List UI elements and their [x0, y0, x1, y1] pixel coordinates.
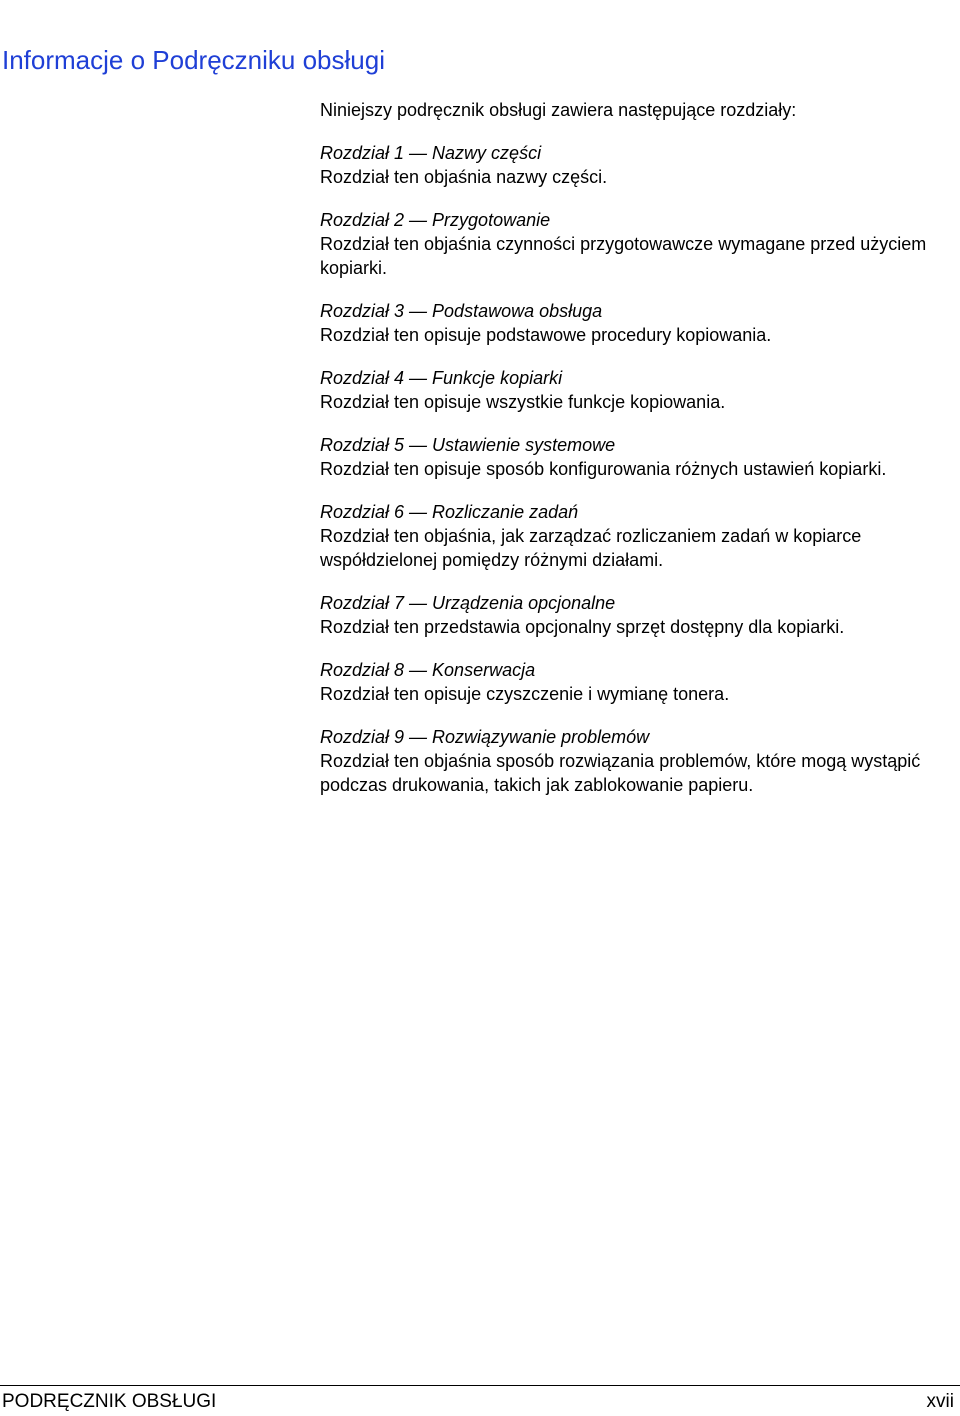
chapter-title: Rozdział 2 — Przygotowanie [320, 210, 551, 230]
chapter-description: Rozdział ten opisuje czyszczenie i wymianę tonera. [320, 684, 730, 704]
chapter-4 [320, 366, 940, 414]
chapter-7 [320, 591, 940, 639]
chapter-9 [320, 725, 940, 797]
chapter-overview [320, 98, 940, 816]
chapter-title: Rozdział 7 — Urządzenia opcjonalne [320, 593, 616, 613]
chapter-6 [320, 500, 940, 572]
chapter-description: Rozdział ten opisuje wszystkie funkcje kopiowania. [320, 392, 726, 412]
page-title: Informacje o Podręczniku obsługi [2, 45, 385, 75]
chapter-description: Rozdział ten opisuje sposób konfigurowania różnych ustawień kopiarki. [320, 459, 887, 479]
chapter-title: Rozdział 8 — Konserwacja [320, 660, 536, 680]
chapter-title: Rozdział 9 — Rozwiązywanie problemów [320, 727, 650, 747]
chapter-5 [320, 433, 940, 481]
chapter-title: Rozdział 3 — Podstawowa obsługa [320, 301, 603, 321]
chapter-description: Rozdział ten objaśnia sposób rozwiązania problemów, które mogą wystąpić podczas drukowania, takich jak zablokowanie papieru. [320, 751, 921, 795]
chapter-3 [320, 299, 940, 347]
footer-page-number: xvii [926, 1391, 954, 1412]
chapter-description: Rozdział ten objaśnia, jak zarządzać rozliczaniem zadań w kopiarce współdzielonej pomiędzy różnymi działami. [320, 526, 862, 570]
footer-divider [0, 1385, 960, 1386]
chapter-description: Rozdział ten przedstawia opcjonalny sprzęt dostępny dla kopiarki. [320, 617, 845, 637]
intro-text: Niniejszy podręcznik obsługi zawiera następujące rozdziały: [320, 100, 797, 120]
chapter-description: Rozdział ten opisuje podstawowe procedury kopiowania. [320, 325, 772, 345]
footer-manual-name: PODRĘCZNIK OBSŁUGI [2, 1391, 217, 1412]
chapter-8 [320, 658, 940, 706]
chapter-2 [320, 208, 940, 280]
chapter-description: Rozdział ten objaśnia nazwy części. [320, 167, 608, 187]
chapter-title: Rozdział 1 — Nazwy części [320, 143, 542, 163]
chapter-description: Rozdział ten objaśnia czynności przygotowawcze wymagane przed użyciem kopiarki. [320, 234, 927, 278]
chapter-title: Rozdział 6 — Rozliczanie zadań [320, 502, 579, 522]
chapter-1 [320, 141, 940, 189]
chapter-title: Rozdział 5 — Ustawienie systemowe [320, 435, 616, 455]
chapter-title: Rozdział 4 — Funkcje kopiarki [320, 368, 563, 388]
